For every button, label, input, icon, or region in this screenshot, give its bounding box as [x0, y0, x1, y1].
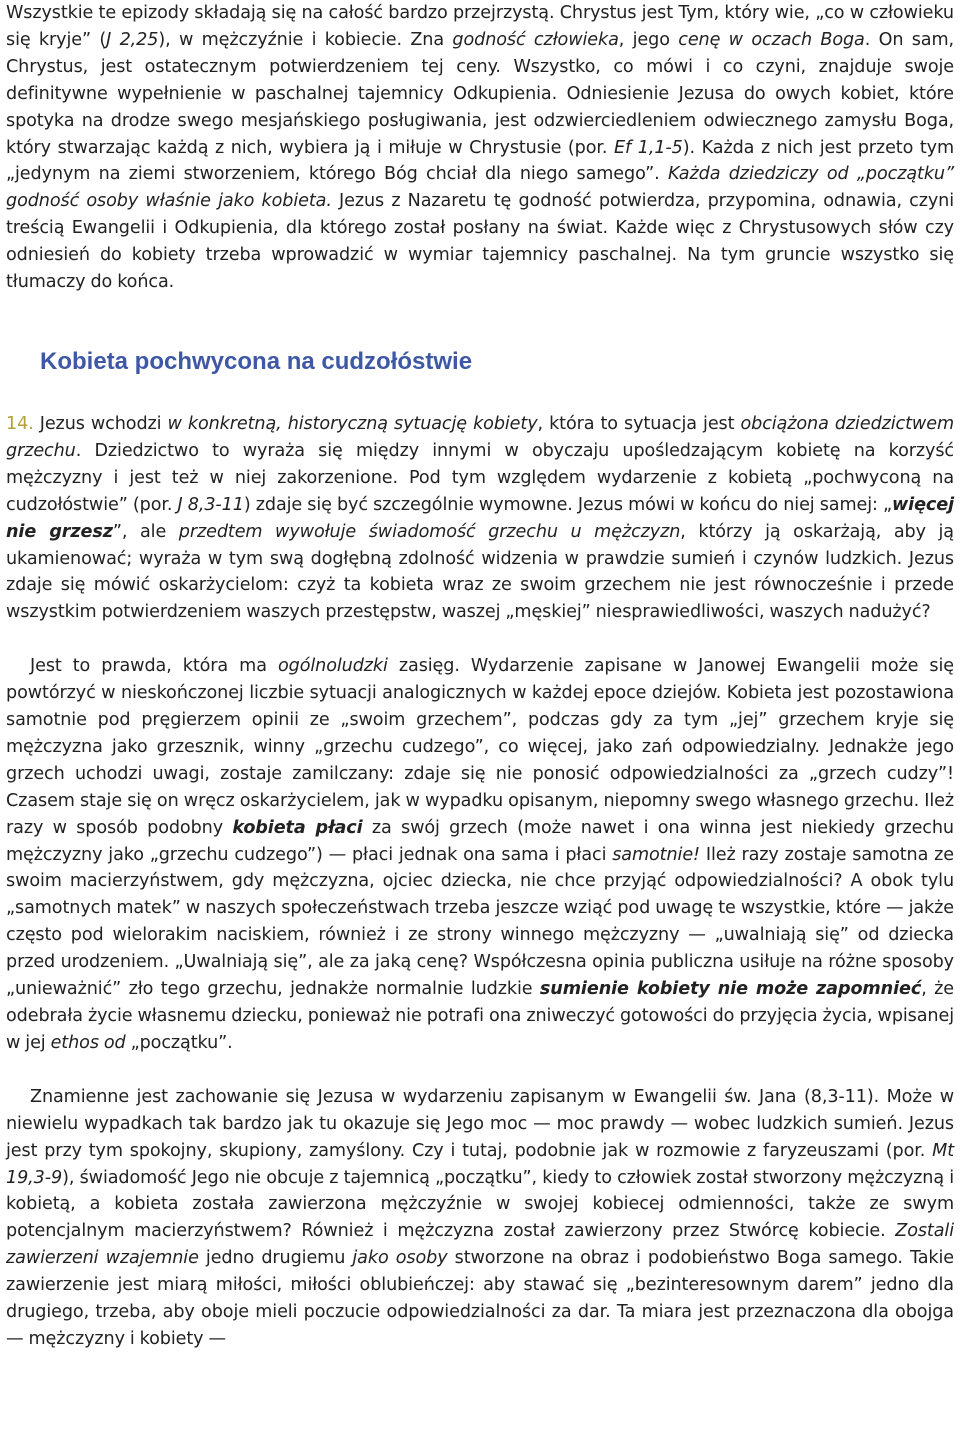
paragraph-3 — [6, 653, 954, 1057]
paragraph-1 — [6, 0, 954, 296]
p3-segment: „początku”. — [125, 1032, 233, 1053]
p4-segment: jako osoby — [352, 1248, 448, 1269]
p2-segment: , która to sytuacja jest — [537, 413, 741, 434]
p3-segment: kobieta płaci — [232, 817, 363, 838]
p3-segment: samotnie! — [612, 844, 700, 865]
p1-segment: godność człowieka — [452, 29, 619, 50]
p1-segment: , jego — [618, 29, 679, 50]
p2-segment: J 8,3-11 — [177, 494, 244, 515]
p3-segment: ogólnoludzki — [277, 656, 388, 677]
section-heading: Kobieta pochwycona na cudzołóstwie — [40, 347, 473, 375]
p1-segment: cenę w oczach Boga — [678, 29, 865, 50]
p2-segment: więcej nie grzesz — [6, 494, 954, 542]
p3-segment: zasięg. Wydarzenie zapisane w Janowej Ewangelii może się powtórzyć w nieskończonej liczbie sytuacji analogicznych w każdej epoce dziejów. Kobieta jest pozostawiona samotnie pod pręgierzem opinii ze „swoim grzechem”, podczas gdy za tym „jej” grzechem kryje się mężczyzna jako grzesznik, winny „grzechu cudzego”, co więcej, jako zań odpowiedzialny. Jednakże jego grzech uchodzi uwagi, zostaje zamilczany: zdaje się nie ponosić odpowiedzialności za „grzech cudzy”! Czasem staje się on wręcz oskarżycielem, jak w wypadku opisanym, niepomny swego własnego grzechu. Ileż razy w sposób podobny — [6, 656, 955, 838]
p2-segment: , którzy ją oskarżają, aby ją ukamienować; wyraża w tym swą dogłębną zdolność widzenia w prawdzie sumień i czynów ludzkich. Jezus zdaje się mówić oskarżycielom: czyż ta kobieta wraz ze swoim grzechem nie jest równocześnie i przede wszystkim potwierdzeniem waszych przestępstw, waszej „męskiej” niesprawiedliwości, waszych nadużyć? — [6, 521, 954, 623]
paragraph-3-body — [6, 656, 954, 1053]
p4-segment: Mt 19,3-9 — [6, 1140, 954, 1188]
p2-segment: ”, ale — [112, 521, 179, 542]
p2-segment: przedtem wywołuje świadomość grzechu u mężczyzn — [178, 521, 681, 542]
p3-segment: sumienie kobiety nie może zapomnieć — [539, 979, 922, 1000]
p1-segment: J 2,25 — [106, 29, 159, 50]
paragraph-4 — [6, 1084, 954, 1353]
p1-segment: . On sam, Chrystus, jest ostatecznym potwierdzeniem tej ceny. Wszystko, co mówi i co czyni, znajduje swoje definitywne wypełnienie w paschalnej tajemnicy Odkupienia. Odniesienie Jezusa do owych kobiet, które spotyka na drodze swego mesjańskiego posługiwania, jest odzwierciedleniem odwiecznego zamysłu Boga, który stwarzając każdą z nich, wybiera ją i miłuje w Chrystusie (por. — [6, 29, 955, 158]
p2-segment: w konkretną, historyczną sytuację kobiety — [167, 413, 538, 434]
p2-segment: ) zdaje się być szczególnie wymowne. Jezus mówi w końcu do niej samej: „ — [243, 494, 892, 515]
p4-segment: ), świadomość Jego nie obcuje z tajemnicą „początku”, kiedy to człowiek został stworzony mężczyzną i kobietą, a kobieta została zawierzona mężczyźnie w swojej kobiecej odmienności, także ze swym potencjalnym macierzyństwem? Również i mężczyzna został zawierzony przez Stwórcę kobiecie. — [6, 1167, 954, 1242]
p1-segment: Każda dziedziczy od „początku” godność osoby właśnie jako kobieta. — [6, 164, 955, 212]
p2-segment: . Dziedzictwo to wyraża się między innymi w obyczaju upośledzającym kobietę na korzyść mężczyzny i jest też w niej zakorzenione. Pod tym względem wydarzenie z kobietą „pochwyconą na cudzołóstwie” (por. — [6, 440, 954, 515]
paragraph-2 — [6, 411, 954, 626]
p3-segment: Ileż razy zostaje samotna ze swoim macierzyństwem, gdy mężczyzna, ojciec dziecka, nie chce przyjąć odpowiedzialności? A obok tylu „samotnych matek” w naszych społeczeństwach trzeba jeszcze wziąć pod uwagę te wszystkie, które — jakże często pod wielorakim naciskiem, również i ze strony winnego mężczyzny — „uwalniają się” od dziecka przed urodzeniem. „Uwalniają się”, ale za jaką cenę? Współczesna opinia publiczna usiłuje na różne sposoby „unieważnić” zło tego grzechu, jednakże normalnie ludzkie — [6, 844, 954, 1000]
p2-segment: Jezus wchodzi — [33, 413, 168, 434]
p1-segment: ), w mężczyźnie i kobiecie. Zna — [158, 29, 453, 50]
paragraph-4-body — [6, 1087, 954, 1349]
p1-segment: Jezus z Nazaretu tę godność potwierdza, przypomina, odnawia, czyni treścią Ewangelii i Odkupienia, dla którego został posłany na świat. Każde więc z Chrystusowych słów czy odniesień do kobiety trzeba wprowadzić w wymiar tajemnicy paschalnej. Na tym gruncie wszystko się tłumaczy do końca. — [6, 191, 954, 293]
p3-segment: za swój grzech (może nawet i ona winna jest niekiedy grzechu mężczyzny jako „grzechu cudzego”) — płaci jednak ona sama i płaci — [6, 817, 954, 865]
p3-segment: , że odebrała życie własnemu dziecku, ponieważ nie potrafi ona zniweczyć gotowości do przyjęcia życia, wpisanej w jej — [6, 979, 954, 1053]
p3-segment: Jest to prawda, która ma — [30, 656, 278, 677]
p1-segment: ). Każda z nich jest przeto tym „jedynym na ziemi stworzeniem, którego Bóg chciał dla niego samego”. — [6, 137, 955, 185]
p1-segment: Wszystkie te epizody składają się na całość bardzo przejrzystą. Chrystus jest Tym, który wie, „co w człowieku się kryje” ( — [6, 3, 954, 50]
paragraph-2-body — [6, 414, 954, 622]
p4-segment: stworzone na obraz i podobieństwo Boga samego. Takie zawierzenie jest miarą miłości, miłości oblubieńczej: aby stawać się „bezinteresownym darem” jedno dla drugiego, trzeba, aby oboje mieli poczucie odpowiedzialności za dar. Ta miara jest przeznaczona dla obojga — mężczyzny i kobiety — — [6, 1248, 954, 1349]
p2-segment: obciążona dziedzictwem grzechu — [6, 413, 954, 461]
paragraph-number: 14. — [6, 413, 34, 434]
p4-segment: Zostali zawierzeni wzajemnie — [6, 1221, 954, 1269]
p4-segment: jedno drugiemu — [198, 1248, 353, 1269]
p4-segment: Znamienne jest zachowanie się Jezusa w wydarzeniu zapisanym w Ewangelii św. Jana (8,3-11). Może w niewielu wypadkach tak bardzo jak tu okazuje się Jego moc — moc prawdy — wobec ludzkich sumień. Jezus jest przy tym spokojny, skupiony, zamyślony. Czy i tutaj, podobnie jak w rozmowie z faryzeuszami (por. — [6, 1086, 954, 1161]
p1-segment: Ef 1,1-5 — [614, 137, 683, 158]
p3-segment: ethos od — [50, 1032, 126, 1053]
